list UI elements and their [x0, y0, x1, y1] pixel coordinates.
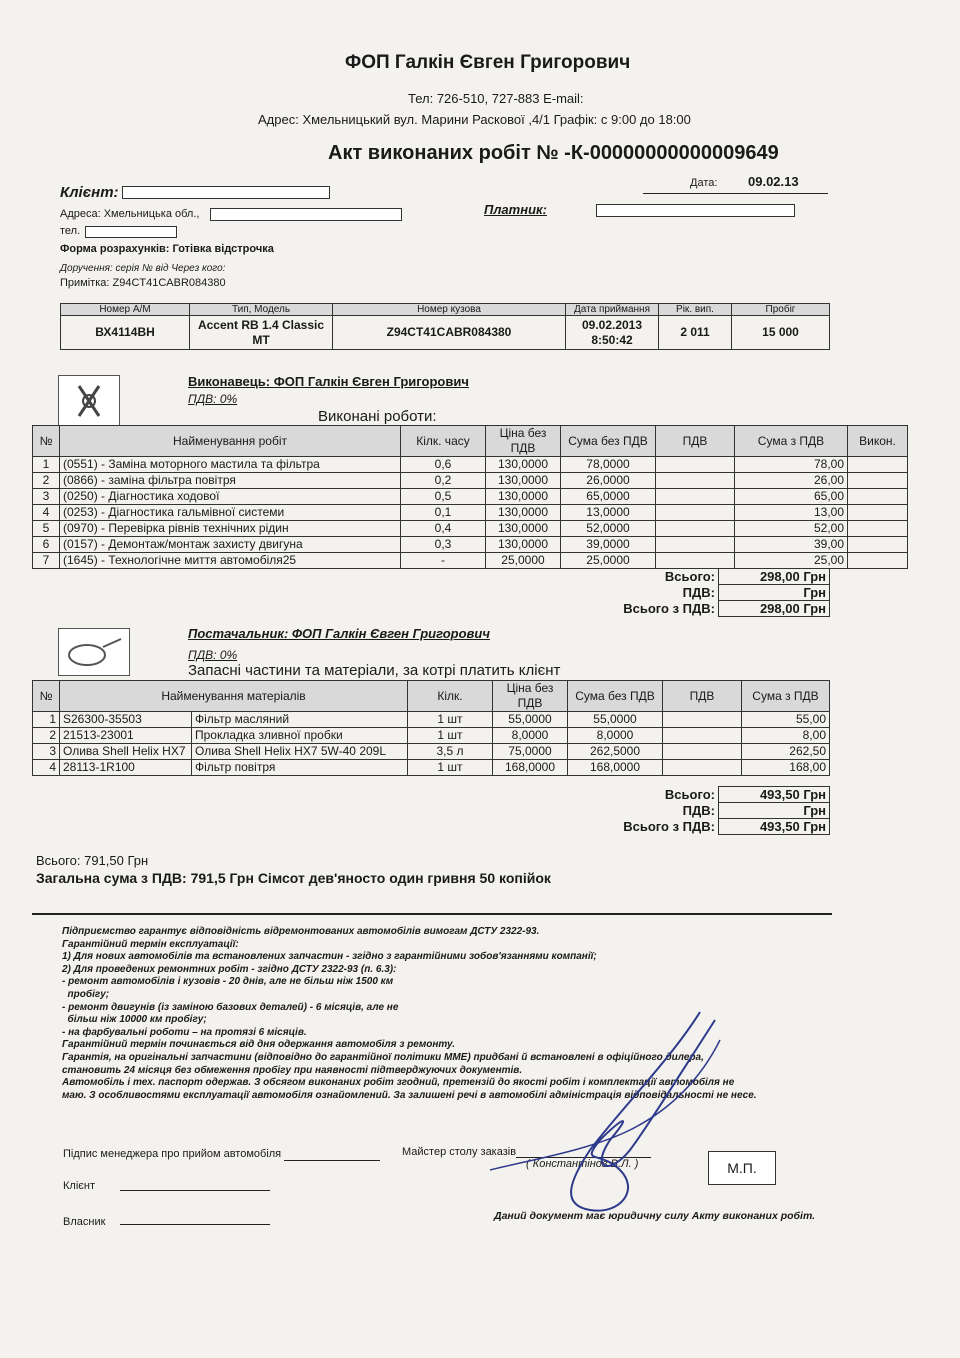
table-cell [848, 457, 908, 473]
table-cell: 168,0000 [568, 760, 663, 776]
works-vat-value: Грн [719, 585, 830, 601]
phone-field [85, 226, 177, 238]
table-cell: 1 [33, 712, 60, 728]
table-cell: 55,00 [742, 712, 830, 728]
table-cell: 39,0000 [561, 537, 656, 553]
table-cell: 3,5 л [408, 744, 493, 760]
warranty-line: маю. З особливостями експлуатації автомобіля ознайомлений. За залишені речі в автомобілі адміністрація відповідальності не несе. [62, 1089, 757, 1101]
table-cell: 130,0000 [486, 521, 561, 537]
warranty-line: більш ніж 10000 км пробігу; [62, 1014, 207, 1026]
table-cell: 4 [33, 760, 60, 776]
table-row [33, 457, 908, 473]
table-cell: 262,5000 [568, 744, 663, 760]
table-cell [663, 760, 742, 776]
table-cell: 6 [33, 537, 60, 553]
parts-title: Запасні частини та матеріали, за котрі платить клієнт [188, 662, 561, 679]
works-total-vat-label: Всього з ПДВ: [623, 601, 715, 616]
table-cell: 13,0000 [561, 505, 656, 521]
date-label: Дата: [690, 177, 718, 189]
table-cell [656, 489, 735, 505]
parts-total-value: 493,50 Грн [719, 787, 830, 803]
table-cell [656, 537, 735, 553]
table-cell: 0,1 [401, 505, 486, 521]
warranty-line: 2) Для проведених ремонтних робіт - згідно ДСТУ 2322-93 (п. 6.3): [62, 963, 397, 975]
parts-icon [58, 628, 130, 676]
table-cell: 130,0000 [486, 473, 561, 489]
table-cell: 8,00 [742, 728, 830, 744]
vehicle-plate: ВХ4114ВН [61, 316, 190, 350]
table-cell: 75,0000 [493, 744, 568, 760]
wrench-icon [58, 375, 120, 427]
parts-vat: ПДВ: 0% [188, 648, 238, 662]
stamp-box: М.П. [708, 1151, 776, 1185]
parts-header: Ціна без ПДВ [493, 681, 568, 712]
table-cell: (0551) - Заміна моторного мастила та фільтра [60, 457, 401, 473]
warranty-line: становить 24 місяця без обмеження пробігу при наявності підтверджуючих документів. [62, 1064, 523, 1076]
table-cell: 130,0000 [486, 537, 561, 553]
warranty-line: Автомобіль і тех. паспорт одержав. З обсягом виконаних робіт згодний, претензій до якості робіт і комплектації автомобіля не [62, 1077, 735, 1089]
table-cell [656, 553, 735, 569]
table-cell: 55,0000 [493, 712, 568, 728]
warranty-line: Підприємство гарантує відповідність відремонтованих автомобілів вимогам ДСТУ 2322-93. [62, 926, 540, 937]
parts-header: Сума з ПДВ [742, 681, 830, 712]
client-sign-line [120, 1190, 270, 1191]
table-cell: 1 шт [408, 728, 493, 744]
works-table [32, 425, 908, 569]
table-cell: 52,00 [735, 521, 848, 537]
owner-sign-label: Власник [63, 1216, 106, 1228]
company-name: ФОП Галкін Євген Григорович [345, 52, 631, 73]
table-cell: (0866) - заміна фільтра повітря [60, 473, 401, 489]
master-label: Майстер столу заказів [402, 1146, 517, 1158]
date-underline [643, 193, 828, 194]
table-cell: S26300-35503 [60, 712, 192, 728]
order-line: Доручення: серія № від Через кого: [60, 263, 226, 274]
table-cell: 0,3 [401, 537, 486, 553]
vehicle-header: Пробіг [732, 304, 830, 316]
table-cell: 262,50 [742, 744, 830, 760]
works-vat-label: ПДВ: [682, 585, 715, 600]
owner-sign-line [120, 1224, 270, 1225]
parts-header: Найменування матеріалів [60, 681, 408, 712]
table-cell: (0253) - Діагностика гальмівної системи [60, 505, 401, 521]
warranty-line: Гарантійний термін експлуатації: [62, 938, 239, 950]
divider [32, 913, 832, 915]
table-cell: Прокладка зливної пробки [192, 728, 408, 744]
table-row [33, 728, 830, 744]
table-cell: 0,6 [401, 457, 486, 473]
parts-header: № [33, 681, 60, 712]
note: Примітка: Z94CT41CABR084380 [60, 277, 226, 289]
table-cell [656, 505, 735, 521]
parts-supplier: Постачальник: ФОП Галкін Євген Григорович [188, 626, 490, 641]
table-cell: 1 шт [408, 760, 493, 776]
master-name: ( Константінов В.Л. ) [526, 1158, 639, 1170]
table-cell: 13,00 [735, 505, 848, 521]
table-cell [848, 537, 908, 553]
table-cell: 168,00 [742, 760, 830, 776]
table-row [33, 537, 908, 553]
works-total-label: Всього: [664, 569, 715, 584]
summary-total: Всього: 791,50 Грн [36, 853, 149, 868]
table-cell: 2 [33, 473, 60, 489]
payer-label: Платник: [484, 202, 547, 217]
works-header: Ціна без ПДВ [486, 426, 561, 457]
table-cell [848, 553, 908, 569]
parts-table [32, 680, 830, 776]
vehicle-vin: Z94CT41CABR084380 [333, 316, 566, 350]
manager-sign-label [63, 1148, 380, 1161]
works-header: ПДВ [656, 426, 735, 457]
client-label: Клієнт: [60, 184, 119, 201]
client-sign-label: Клієнт [63, 1180, 95, 1192]
vehicle-table [60, 303, 830, 350]
parts-totals [600, 786, 830, 835]
warranty-line: Гарантія, на оригінальні запчастини (відповідно до гарантійної політики ММЕ) придбані й встановлені в офіційного дилера, [62, 1051, 704, 1063]
vehicle-year: 2 011 [659, 316, 732, 350]
table-cell [656, 473, 735, 489]
table-cell: (0157) - Демонтаж/монтаж захисту двигуна [60, 537, 401, 553]
works-vat: ПДВ: 0% [188, 392, 238, 406]
table-row [33, 760, 830, 776]
table-cell: 3 [33, 489, 60, 505]
table-cell: - [401, 553, 486, 569]
table-cell [663, 728, 742, 744]
vehicle-header: Номер А/М [61, 304, 190, 316]
vehicle-header: Рік. вип. [659, 304, 732, 316]
vehicle-mileage: 15 000 [732, 316, 830, 350]
address-field [210, 208, 402, 221]
vehicle-header: Номер кузова [333, 304, 566, 316]
client-phone-label: тел. [60, 225, 81, 237]
table-cell: 28113-1R100 [60, 760, 192, 776]
table-cell [848, 489, 908, 505]
vehicle-model: Accent RB 1.4 Classic MT [190, 316, 333, 350]
parts-total-vat-label: Всього з ПДВ: [623, 819, 715, 834]
warranty-line: 1) Для нових автомобілів та встановлених запчастин - згідно з гарантійними зобов'язаннями компанії; [62, 951, 597, 963]
table-cell: Олива Shell Helix HX7 5W-40 209L [192, 744, 408, 760]
table-cell: 2 [33, 728, 60, 744]
table-cell: 168,0000 [493, 760, 568, 776]
parts-header: ПДВ [663, 681, 742, 712]
works-total-vat-value: 298,00 Грн [719, 601, 830, 617]
parts-vat-label: ПДВ: [682, 803, 715, 818]
table-cell: 26,00 [735, 473, 848, 489]
date-value: 09.02.13 [748, 174, 799, 189]
legal-note: Даний документ має юридичну силу Акту виконаних робіт. [494, 1210, 816, 1222]
warranty-line: пробігу; [62, 988, 110, 1000]
table-cell: Фільтр повітря [192, 760, 408, 776]
table-cell: 5 [33, 521, 60, 537]
parts-header: Сума без ПДВ [568, 681, 663, 712]
table-cell: (0250) - Діагностика ходової [60, 489, 401, 505]
table-cell: 0,2 [401, 473, 486, 489]
table-cell: 3 [33, 744, 60, 760]
works-header: Кілк. часу [401, 426, 486, 457]
table-cell: 130,0000 [486, 505, 561, 521]
table-row [33, 505, 908, 521]
table-cell [656, 521, 735, 537]
table-row [33, 489, 908, 505]
vehicle-header: Дата приймання [566, 304, 659, 316]
company-phones: Тел: 726-510, 727-883 E-mail: [408, 91, 584, 106]
works-header: Сума з ПДВ [735, 426, 848, 457]
works-totals [600, 568, 830, 617]
table-cell: (0970) - Перевірка рівнів технічних рідин [60, 521, 401, 537]
table-cell: 39,00 [735, 537, 848, 553]
works-header: № [33, 426, 60, 457]
table-cell [663, 712, 742, 728]
table-cell: 26,0000 [561, 473, 656, 489]
table-row [33, 553, 908, 569]
act-title: Акт виконаних робіт № -К-00000000000009649 [328, 142, 779, 164]
table-row [33, 473, 908, 489]
payment-form: Форма розрахунків: Готівка відстрочка [60, 243, 274, 255]
signature-scribble-icon [470, 1000, 800, 1220]
table-cell: 1 [33, 457, 60, 473]
table-cell: 1 шт [408, 712, 493, 728]
summary-grand-total: Загальна сума з ПДВ: 791,5 Грн Сімсот дев'яносто один гривня 50 копійок [36, 870, 551, 886]
client-field [122, 186, 330, 199]
vehicle-header: Тип, Модель [190, 304, 333, 316]
works-header: Викон. [848, 426, 908, 457]
works-header: Найменування робіт [60, 426, 401, 457]
table-cell: Олива Shell Helix HX7 [60, 744, 192, 760]
table-cell [656, 457, 735, 473]
table-cell [848, 473, 908, 489]
manager-label: Підпис менеджера про прийом автомобіля [63, 1148, 282, 1160]
table-cell: 8,0000 [493, 728, 568, 744]
table-cell: 78,00 [735, 457, 848, 473]
warranty-line: - ремонт автомобілів і кузовів - 20 днів, але не більш ніж 1500 км [62, 976, 394, 988]
table-cell: 21513-23001 [60, 728, 192, 744]
table-cell: Фільтр масляний [192, 712, 408, 728]
table-cell: 78,0000 [561, 457, 656, 473]
works-executor: Виконавець: ФОП Галкін Євген Григорович [188, 374, 469, 389]
table-cell: (1645) - Технологічне миття автомобіля25 [60, 553, 401, 569]
table-cell: 8,0000 [568, 728, 663, 744]
table-row [33, 521, 908, 537]
works-total-value: 298,00 Грн [719, 569, 830, 585]
parts-header: Кілк. [408, 681, 493, 712]
warranty-line: - ремонт двигунів (із заміною базових деталей) - 6 місяців, але не [62, 1001, 399, 1013]
company-address: Адрес: Хмельницький вул. Марини Раскової ,4/1 Графік: с 9:00 до 18:00 [258, 112, 691, 127]
vehicle-date: 09.02.2013 8:50:42 [566, 316, 659, 350]
table-row [33, 744, 830, 760]
table-cell: 25,0000 [561, 553, 656, 569]
table-cell: 0,4 [401, 521, 486, 537]
table-row [33, 712, 830, 728]
table-cell [848, 505, 908, 521]
table-cell: 55,0000 [568, 712, 663, 728]
table-cell [663, 744, 742, 760]
table-cell: 4 [33, 505, 60, 521]
table-cell: 0,5 [401, 489, 486, 505]
works-title: Виконані роботи: [318, 408, 437, 425]
table-cell: 65,0000 [561, 489, 656, 505]
table-cell: 130,0000 [486, 457, 561, 473]
client-address: Адреса: Хмельницька обл., [60, 208, 200, 220]
table-cell: 130,0000 [486, 489, 561, 505]
table-cell: 65,00 [735, 489, 848, 505]
parts-total-label: Всього: [664, 787, 715, 802]
works-header: Сума без ПДВ [561, 426, 656, 457]
table-cell: 25,0000 [486, 553, 561, 569]
warranty-line: Гарантійний термін починається від дня одержання автомобіля з ремонту. [62, 1039, 456, 1051]
table-cell: 52,0000 [561, 521, 656, 537]
table-cell: 25,00 [735, 553, 848, 569]
payer-field [596, 204, 795, 217]
table-cell [848, 521, 908, 537]
manager-sign-line [284, 1148, 380, 1161]
warranty-line: - на фарбувальні роботи – на протязі 6 місяців. [62, 1026, 307, 1038]
table-cell: 7 [33, 553, 60, 569]
parts-total-vat-value: 493,50 Грн [719, 819, 830, 835]
parts-vat-value: Грн [719, 803, 830, 819]
